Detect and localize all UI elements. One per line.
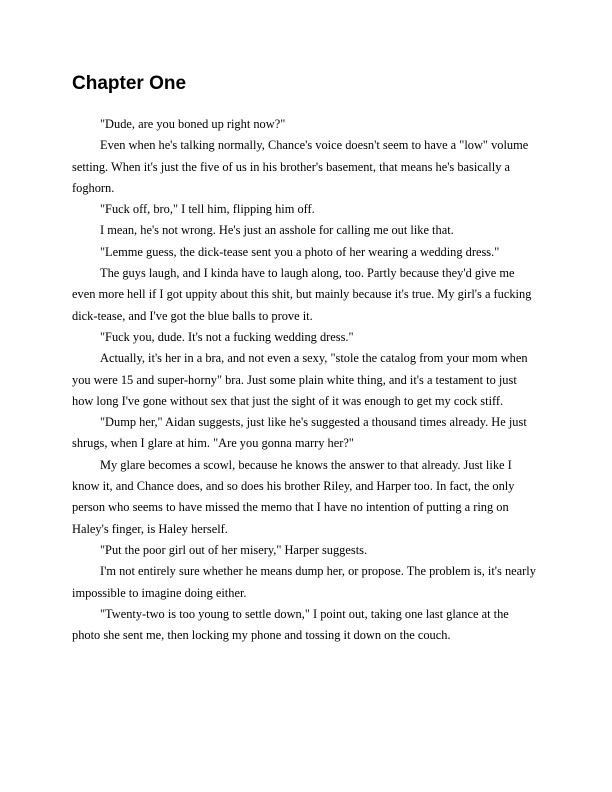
paragraph: "Lemme guess, the dick-tease sent you a photo of her wearing a wedding dress." bbox=[100, 244, 500, 259]
paragraph: "Dude, are you boned up right now?" bbox=[100, 117, 286, 131]
paragraph: I'm not entirely sure whether he means dump her, or propose. The problem is, it's nearly impossible to imagine doing either. bbox=[72, 564, 536, 600]
chapter-body bbox=[72, 114, 540, 646]
paragraph: "Fuck off, bro," I tell him, flipping him off. bbox=[100, 202, 315, 217]
paragraph: The guys laugh, and I kinda have to laugh along, too. Partly because they'd give me even more hell if I got uppity about this shit, but mainly because it's true. My girl's a fucking dick-tease, and I've got the blue balls to prove it. bbox=[72, 266, 532, 323]
paragraph: "Put the poor girl out of her misery," Harper suggests. bbox=[100, 542, 368, 557]
paragraph: Actually, it's her in a bra, and not even a sexy, "stole the catalog from your mom when you were 15 and super-horny" bra. Just some plain white thing, and it's a testament to just how long I've gone without sex that just the sight of it was enough to get my cock stiff. bbox=[72, 351, 528, 408]
paragraph: Even when he's talking normally, Chance's voice doesn't seem to have a "low" volume setting. When it's just the five of us in his brother's basement, that means he's basically a foghorn. bbox=[72, 138, 529, 195]
paragraph: My glare becomes a scowl, because he knows the answer to that already. Just like I know it, and Chance does, and so does his brother Riley, and Harper too. In fact, the only person who seems to have missed the memo that I have no intention of putting a ring on Haley's finger, is Haley herself. bbox=[72, 457, 515, 536]
paragraph: "Fuck you, dude. It's not a fucking wedding dress." bbox=[100, 329, 354, 344]
paragraph: I mean, he's not wrong. He's just an asshole for calling me out like that. bbox=[100, 223, 454, 238]
paragraph: "Twenty-two is too young to settle down," I point out, taking one last glance at the photo she sent me, then locking my phone and tossing it down on the couch. bbox=[72, 606, 509, 643]
page bbox=[72, 72, 540, 646]
chapter-title: Chapter One bbox=[72, 73, 187, 94]
paragraph: "Dump her," Aidan suggests, just like he's suggested a thousand times already. He just shrugs, when I glare at him. "Are you gonna marry her?" bbox=[72, 415, 527, 451]
